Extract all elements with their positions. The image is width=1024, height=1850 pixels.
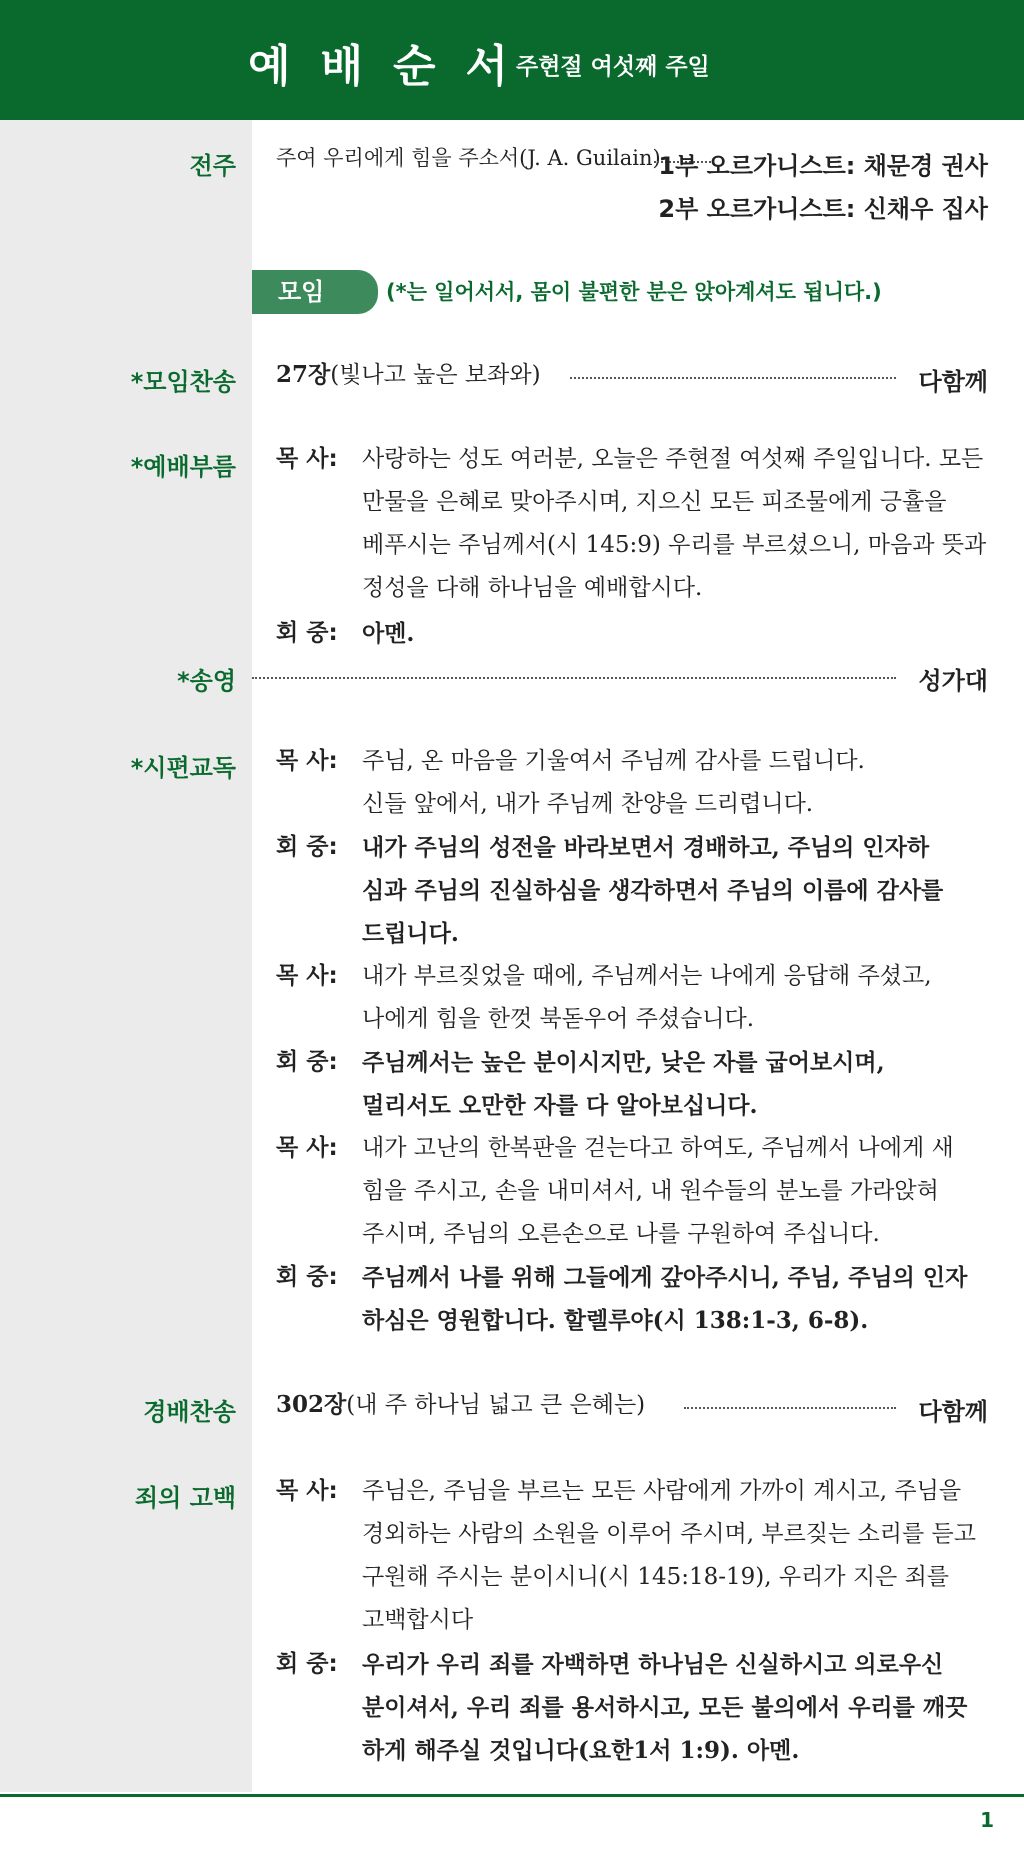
- page-title: 예배순서: [248, 41, 539, 92]
- psalm-people-3: [362, 1256, 992, 1342]
- leader-dots: [684, 1407, 896, 1409]
- doxology-label: *송영: [177, 667, 236, 695]
- praise-hymn-by: 다함께: [918, 1398, 988, 1426]
- text-line: 나에게 힘을 한껏 북돋우어 주셨습니다.: [362, 1006, 755, 1032]
- opening-hymn-label: *모임찬송: [130, 368, 236, 396]
- text-line: 고백합시다: [362, 1607, 474, 1633]
- text-line: 우리가 우리 죄를 자백하면 하나님은 신실하시고 의로우신: [362, 1651, 944, 1678]
- leader-dots: [252, 677, 896, 679]
- doxology-by: 성가대: [918, 667, 988, 695]
- speaker-people: 회 중:: [276, 620, 338, 646]
- psalm-people-2: [362, 1041, 992, 1127]
- text-line: 내가 고난의 한복판을 걷는다고 하여도, 주님께서 나에게 새: [362, 1135, 954, 1161]
- gathering-tab: 모임: [252, 270, 378, 314]
- psalm-pastor-1: [362, 740, 992, 826]
- speaker-people: 회 중:: [276, 1264, 338, 1290]
- text-line: 분이셔서, 우리 죄를 용서하시고, 모든 불의에서 우리를 깨끗: [362, 1694, 968, 1721]
- page-subtitle: 주현절 여섯째 주일: [516, 54, 710, 80]
- text-line: 주님은, 주님을 부르는 모든 사람에게 가까이 계시고, 주님을: [362, 1478, 962, 1504]
- text-line: 정성을 다해 하나님을 예배합시다.: [362, 575, 703, 601]
- prelude-performer-1: 1부 오르가니스트: 채문경 권사: [658, 152, 988, 180]
- speaker-people: 회 중:: [276, 1651, 338, 1677]
- praise-hymn: [276, 1383, 645, 1427]
- text-line: 내가 부르짖었을 때에, 주님께서는 나에게 응답해 주셨고,: [362, 963, 932, 989]
- opening-hymn-by: 다함께: [918, 368, 988, 396]
- text-line: 힘을 주시고, 손을 내미셔서, 내 원수들의 분노를 가라앉혀: [362, 1178, 939, 1204]
- opening-hymn-title: (빛나고 높은 보좌와): [330, 362, 541, 388]
- text-line: 주님, 온 마음을 기울여서 주님께 감사를 드립니다.: [362, 748, 865, 774]
- confession-pastor: [362, 1470, 992, 1642]
- text-line: 만물을 은혜로 맞아주시며, 지으신 모든 피조물에게 긍휼을: [362, 489, 947, 515]
- speaker-pastor: 목 사:: [276, 963, 338, 989]
- prelude-piece: 주여 우리에게 힘을 주소서(J. A. Guilain): [276, 146, 661, 170]
- call-to-worship-label: *예배부름: [130, 453, 236, 481]
- praise-hymn-label: 경배찬송: [143, 1398, 236, 1426]
- text-line: 드립니다.: [362, 920, 459, 947]
- text-line: 아멘.: [362, 620, 415, 647]
- psalm-people-1: [362, 826, 992, 955]
- text-line: 하심은 영원합니다. 할렐루야(시 138:1-3, 6-8).: [362, 1307, 869, 1334]
- psalm-label: *시편교독: [130, 754, 236, 782]
- confession-people: [362, 1643, 992, 1772]
- text-line: 주님께서는 높은 분이시지만, 낮은 자를 굽어보시며,: [362, 1049, 885, 1076]
- text-line: 경외하는 사람의 소원을 이루어 주시며, 부르짖는 소리를 듣고: [362, 1521, 976, 1547]
- text-line: 주시며, 주님의 오른손으로 나를 구원하여 주십니다.: [362, 1221, 880, 1247]
- psalm-pastor-2: [362, 955, 992, 1041]
- praise-hymn-number: 302장: [276, 1391, 347, 1418]
- text-line: 멀리서도 오만한 자를 다 알아보십니다.: [362, 1092, 758, 1119]
- opening-hymn-number: 27장: [276, 361, 331, 388]
- text-line: 하게 해주실 것입니다(요한1서 1:9). 아멘.: [362, 1737, 800, 1764]
- text-line: 구원해 주시는 분이시니(시 145:18-19), 우리가 지은 죄를: [362, 1564, 950, 1590]
- text-line: 내가 주님의 성전을 바라보면서 경배하고, 주님의 인자하: [362, 834, 930, 861]
- psalm-pastor-3: [362, 1127, 992, 1256]
- speaker-people: 회 중:: [276, 1049, 338, 1075]
- header-bar: [0, 0, 1024, 120]
- prelude-label: 전주: [189, 152, 236, 180]
- call-to-worship-text: [362, 438, 992, 610]
- confession-label: 죄의 고백: [134, 1484, 236, 1512]
- text-line: 베푸시는 주님께서(시 145:9) 우리를 부르셨으니, 마음과 뜻과: [362, 532, 987, 558]
- speaker-pastor: 목 사:: [276, 748, 338, 774]
- prelude-performer-2: 2부 오르가니스트: 신채우 집사: [658, 195, 988, 223]
- opening-hymn: [276, 353, 541, 397]
- speaker-pastor: 목 사:: [276, 1478, 338, 1504]
- leader-dots: [570, 377, 896, 379]
- footer-divider: [0, 1794, 1024, 1797]
- text-line: 사랑하는 성도 여러분, 오늘은 주현절 여섯째 주일입니다. 모든: [362, 446, 984, 472]
- speaker-people: 회 중:: [276, 834, 338, 860]
- gathering-note: (*는 일어서서, 몸이 불편한 분은 앉아계셔도 됩니다.): [386, 280, 882, 304]
- text-line: 심과 주님의 진실하심을 생각하면서 주님의 이름에 감사를: [362, 877, 944, 904]
- call-to-worship-response: [362, 612, 992, 655]
- text-line: 신들 앞에서, 내가 주님께 찬양을 드리렵니다.: [362, 791, 814, 817]
- text-line: 주님께서 나를 위해 그들에게 갚아주시니, 주님, 주님의 인자: [362, 1264, 968, 1291]
- speaker-pastor: 목 사:: [276, 446, 338, 472]
- praise-hymn-title: (내 주 하나님 넓고 큰 은혜는): [346, 1392, 646, 1418]
- speaker-pastor: 목 사:: [276, 1135, 338, 1161]
- page-number: 1: [980, 1808, 994, 1832]
